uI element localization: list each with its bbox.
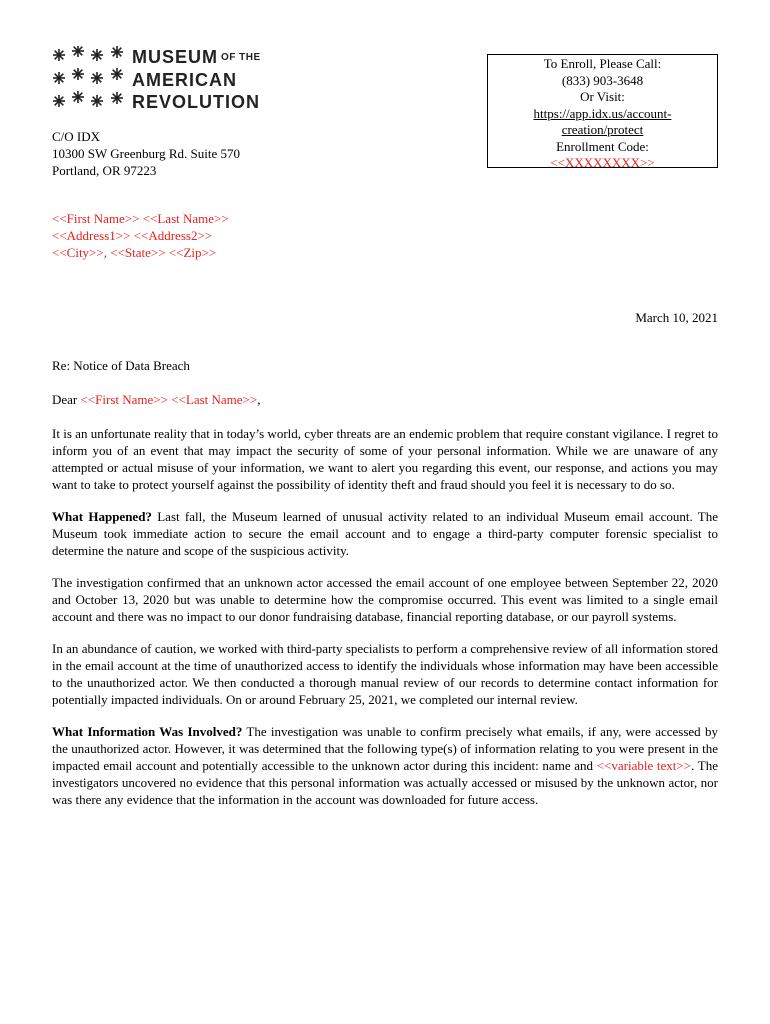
stars-icon xyxy=(52,46,132,112)
enroll-url-link[interactable]: https://app.idx.us/account- creation/protect xyxy=(533,105,672,137)
variable-text-placeholder: <<variable text>> xyxy=(596,758,692,773)
greeting: Dear <<First Name>> <<Last Name>>, xyxy=(52,392,261,407)
logo-line-3: REVOLUTION xyxy=(132,92,261,112)
return-address-line-3: Portland, OR 97223 xyxy=(52,163,157,178)
letter-body xyxy=(52,357,718,823)
return-address xyxy=(52,128,240,179)
recipient-name: <<First Name>> <<Last Name>> xyxy=(52,211,229,226)
investigation-paragraph: The investigation confirmed that an unknown actor accessed the email account of one employee between September 22, 2020 and October 13, 2020 but was unable to determine how the compromise occurred. This event was limited to a single email account and there was no impact to our donor fundraising database, financial reporting database, or our payroll systems. xyxy=(52,575,718,624)
logo-line-1: MUSEUM OF THE xyxy=(132,47,261,67)
caution-paragraph: In an abundance of caution, we worked with third-party specialists to perform a comprehensive review of all information stored in the email account at the time of unauthorized access to identify the individuals whose information may have been accessible to the unauthorized actor. We then conducted a thorough manual review of our records to determine contact information for potentially impacted individuals. On or around February 25, 2021, we completed our internal review. xyxy=(52,641,718,707)
return-address-line-1: C/O IDX xyxy=(52,129,101,144)
recipient-city-line: <<City>>, <<State>> <<Zip>> xyxy=(52,245,217,260)
museum-logo xyxy=(52,46,272,112)
what-info-paragraph: What Information Was Involved? The investigation was unable to confirm precisely what emails, if any, were accessed by the unauthorized actor. However, it was determined that the following type(s) of information relating to you were present in the impacted email account and potentially accessible to the unknown actor during this incident: name and <<variable text>>. The investigators uncovered no evidence that this personal information was actually accessed or misused by the unknown actor, nor was there any evidence that the information in the account was downloaded for future access. xyxy=(52,724,719,807)
logo-wordmark xyxy=(132,46,261,113)
what-info-heading: What Information Was Involved? xyxy=(52,724,243,739)
enroll-visit-label: Or Visit: xyxy=(580,89,625,104)
enrollment-box xyxy=(487,54,718,168)
logo-line-2: AMERICAN xyxy=(132,70,237,90)
letter-date: March 10, 2021 xyxy=(635,310,718,325)
intro-paragraph: It is an unfortunate reality that in today’s world, cyber threats are an endemic problem that require constant vigilance. I regret to inform you of an event that may impact the security of some of your personal information. While we are unaware of any attempted or actual misuse of your information, we want to alert you regarding this event, our response, and actions you may want to take to protect yourself against the possibility of identity theft and fraud should you feel it is necessary to do so. xyxy=(52,426,718,492)
subject-line: Re: Notice of Data Breach xyxy=(52,358,190,373)
enroll-code-label: Enrollment Code: xyxy=(556,138,649,154)
what-happened-paragraph: What Happened? Last fall, the Museum learned of unusual activity related to an individual Museum email account. The Museum took immediate action to secure the email account and to engage a third-party computer forensic specialist to determine the nature and scope of the suspicious activity. xyxy=(52,509,718,558)
enroll-code: <<XXXXXXXX>> xyxy=(550,155,655,170)
recipient-address xyxy=(52,210,229,261)
enroll-phone: (833) 903-3648 xyxy=(561,72,644,88)
what-happened-heading: What Happened? xyxy=(52,509,152,524)
return-address-line-2: 10300 SW Greenburg Rd. Suite 570 xyxy=(52,146,241,161)
enroll-call-label: To Enroll, Please Call: xyxy=(543,56,662,71)
recipient-address-line: <<Address1>> <<Address2>> xyxy=(52,228,213,243)
